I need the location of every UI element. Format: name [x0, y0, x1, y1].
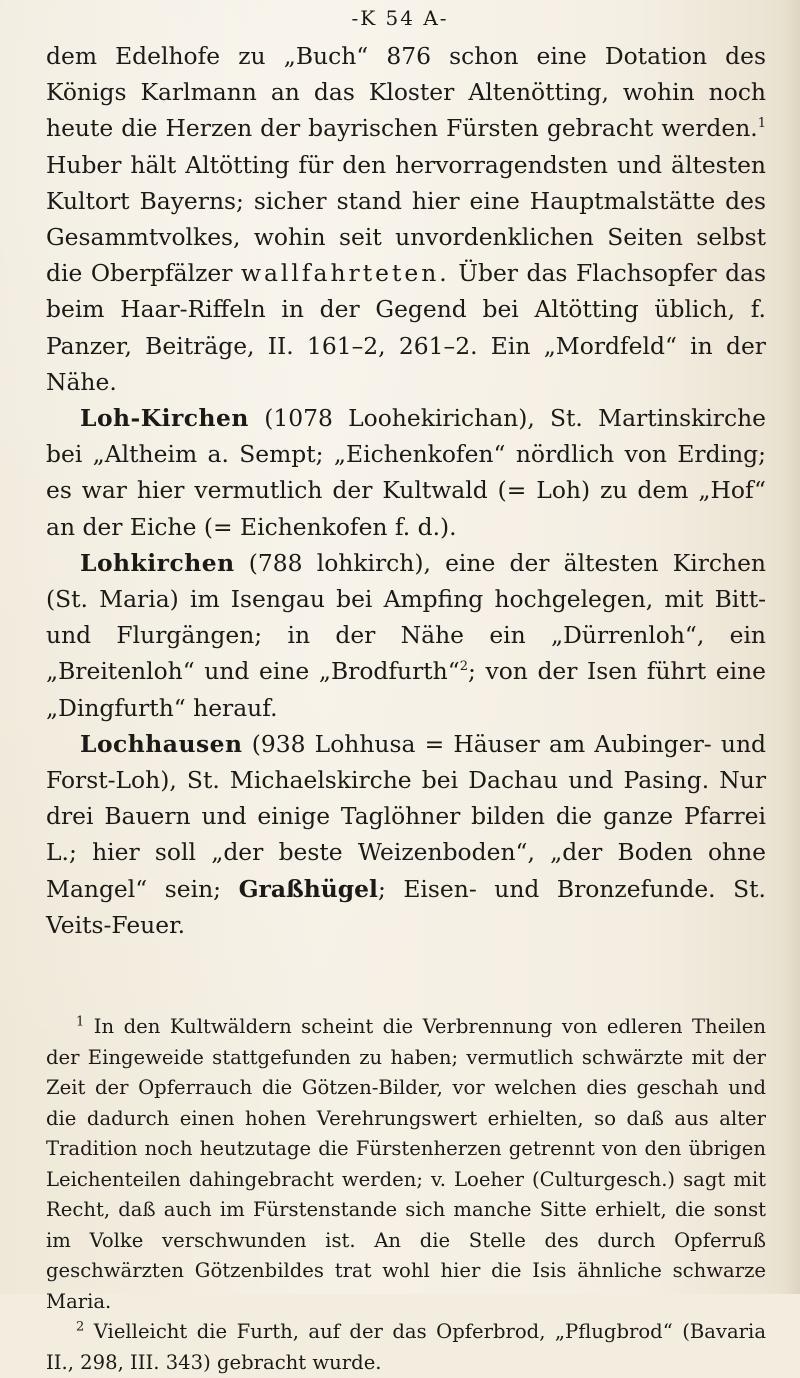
page-edge-shadow — [782, 0, 800, 1294]
spaced-emphasis: wallfahrteten. — [240, 259, 450, 288]
entry-text: ; Eisen- und Bronzefunde. St. Veits-Feuer. — [46, 874, 766, 939]
entry-heading: Loh-Kirchen — [80, 404, 249, 433]
footnote-text: Vielleicht die Furth, auf der das Opferbrod, „Pflugbrod“ (Bavaria II., 298, III. 343) gebracht wurde. — [46, 1320, 766, 1374]
footnote-1 — [46, 1012, 766, 1317]
footnote-text: In den Kultwäldern scheint die Verbrennung von edleren Theilen der Eingeweide stattgefunden zu haben; vermutlich schwärzte mit der Zeit der Opferrauch die Götzen-Bilder, vor welchen dies geschah und die dadurch einen hohen Verehrungswert erhielten, so daß aus alter Tradition noch heutzutage die Fürstenherzen getrennt von den übrigen Leichenteilen dahingebracht werden; v. Loeher (Culturgesch.) sagt mit Recht, daß auch im Fürstenstande sich manche Sitte erhielt, die sonst im Volke verschwunden ist. An die Stelle des durch Opferruß geschwärzten Götzenbildes trat wohl hier die Isis ähnliche schwarze Maria. — [46, 1015, 766, 1313]
footnote-2 — [46, 1317, 766, 1378]
entry-lochhausen — [46, 726, 766, 943]
entry-text: (1078 Loohekirichan), St. Martinskirche bei „Altheim a. Sempt; „Eichenkofen“ nördlich von Erding; es war hier vermutlich der Kultwald (= Loh) zu dem „Hof“ an der Eiche (= Eichenkofen f. d.). — [46, 404, 766, 541]
paragraph-buch — [46, 38, 766, 400]
entry-text: (938 Lohhusa = Häuser am Aubinger- und Forst-Loh), St. Michaelskirche bei Dachau und Pasing. Nur drei Bauern und einige Taglöhner bilden die ganze Pfarrei L.; hier soll „der beste Weizenboden“, „der Boden ohne Mangel“ sein; — [46, 729, 766, 903]
entry-heading: Lohkirchen — [80, 548, 235, 577]
entry-heading: Lochhausen — [80, 729, 243, 758]
page-number: -K 54 A- — [351, 6, 449, 30]
footnote-mark: 1 — [76, 1014, 85, 1030]
entry-lohkirchen — [46, 545, 766, 726]
footnotes — [46, 1012, 766, 1378]
main-text — [46, 38, 766, 943]
paragraph-text: dem Edelhofe zu „Buch“ 876 schon eine Dotation des Königs Karlmann an das Kloster Altenötting, wohin noch heute die Herzen der bayrischen Fürsten gebracht werden. — [46, 42, 766, 143]
entry-text: ; von der Isen führt eine „Dingfurth“ herauf. — [46, 657, 766, 722]
footnote-ref-1: 1 — [757, 116, 766, 132]
footnote-ref-2: 2 — [459, 659, 468, 675]
paragraph-text: Über das Flachsopfer das beim Haar-Riffeln in der Gegend bei Altötting üblich, f. Panzer, Beiträge, II. 161–2, 261–2. Ein „Mordfeld“ in der Nähe. — [46, 259, 766, 396]
paragraph-text: Huber hält Altötting für den hervorragendsten und ältesten Kultort Bayerns; sicher stand hier eine Hauptmalstätte des Gesammtvolkes, wohin seit unvordenklichen Seiten selbst die Oberpfälzer — [46, 150, 766, 288]
footnote-mark: 2 — [76, 1319, 85, 1335]
entry-loh-kirchen — [46, 400, 766, 545]
entry-text: (788 lohkirch), eine der ältesten Kirchen (St. Maria) im Isengau bei Ampfing hochgelegen, mit Bitt- und Flurgängen; in der Nähe ein „Dürrenloh“, ein „Breitenloh“ und eine „Brodfurth“ — [46, 548, 766, 686]
bold-term: Graßhügel — [238, 874, 378, 903]
